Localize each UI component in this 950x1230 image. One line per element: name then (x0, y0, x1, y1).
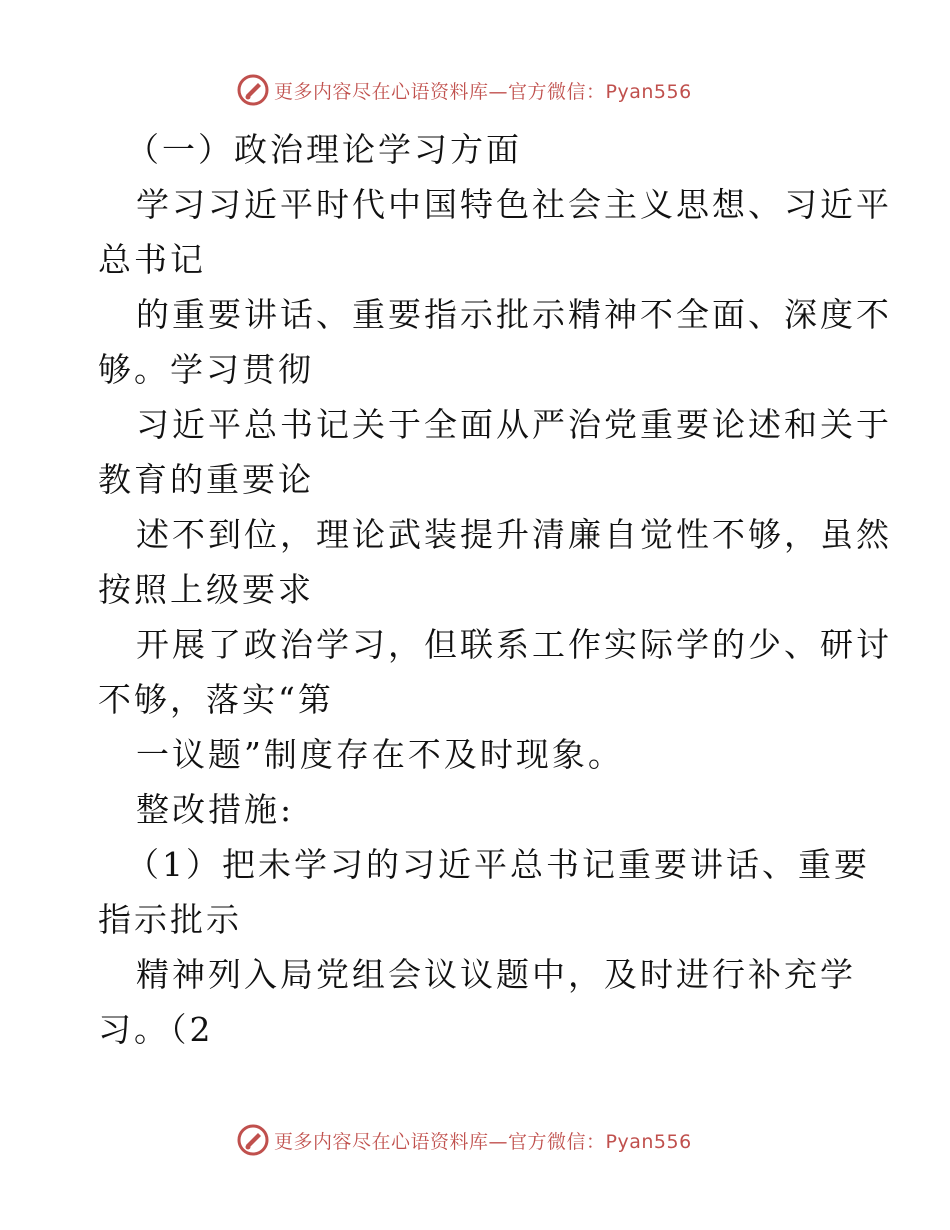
paragraph-line: 精神列入局党组会议议题中，及时进行补充学 (136, 955, 856, 994)
paragraph-line: （1）把未学习的习近平总书记重要讲话、重要 (126, 845, 870, 884)
paragraph-line: 按照上级要求 (98, 570, 314, 609)
paragraph-line: 不够，落实“第 (98, 680, 334, 719)
paragraph-line: 习。（2 (98, 1010, 214, 1049)
paragraph-line: 总书记 (98, 240, 206, 279)
watermark-text: 更多内容尽在心语资料库—官方微信：Pyan556 (274, 80, 692, 103)
logo-icon (236, 73, 270, 107)
paragraph-line: 的重要讲话、重要指示批示精神不全面、深度不 (136, 295, 892, 334)
paragraph-line: 够。学习贯彻 (98, 350, 314, 389)
measures-heading: 整改措施: (136, 790, 295, 829)
paragraph-line: 教育的重要论 (98, 460, 314, 499)
document-body (98, 122, 892, 1057)
paragraph-line: 习近平总书记关于全面从严治党重要论述和关于 (136, 405, 892, 444)
section-heading: （一）政治理论学习方面 (126, 130, 522, 169)
paragraph-line: 指示批示 (98, 900, 242, 939)
watermark-text: 更多内容尽在心语资料库—官方微信：Pyan556 (274, 1130, 692, 1153)
footer-watermark (236, 1122, 692, 1158)
header-watermark (236, 72, 692, 108)
paragraph-line: 开展了政治学习，但联系工作实际学的少、研讨 (136, 625, 892, 664)
logo-icon (236, 1123, 270, 1157)
paragraph-line: 一议题”制度存在不及时现象。 (136, 735, 624, 774)
paragraph-line: 学习习近平时代中国特色社会主义思想、习近平 (136, 185, 892, 224)
paragraph-line: 述不到位，理论武装提升清廉自觉性不够，虽然 (136, 515, 892, 554)
